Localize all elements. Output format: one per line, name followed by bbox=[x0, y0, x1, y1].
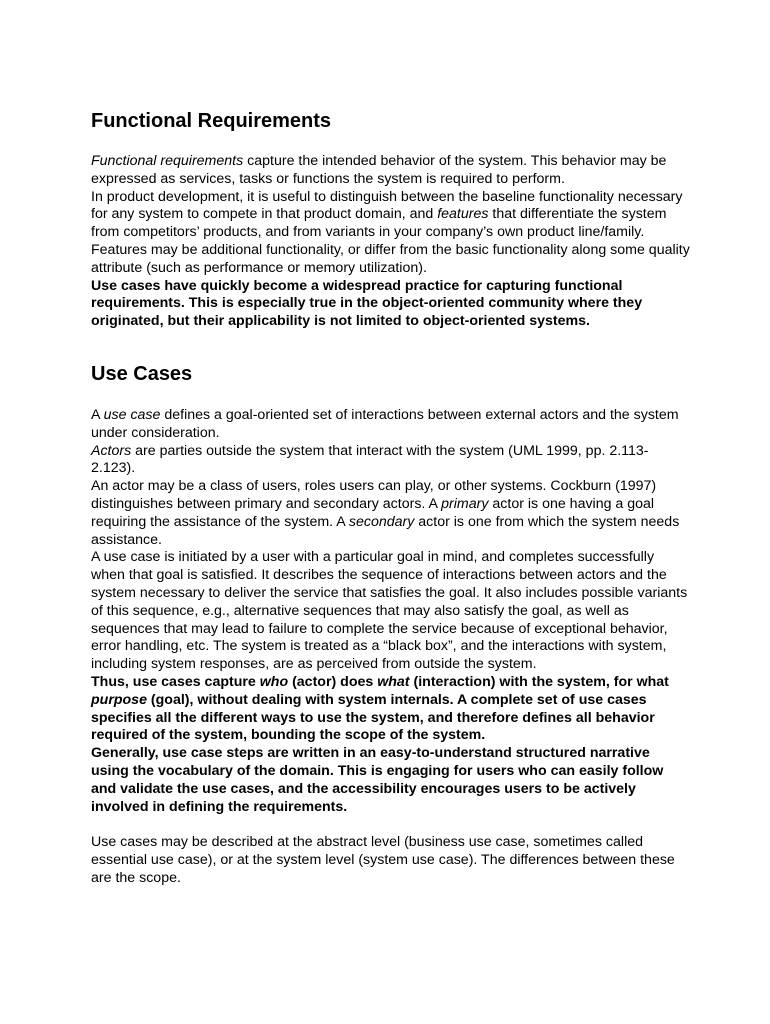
paragraph-product-development: In product development, it is useful to distinguish between the baseline functionality necessary for any system to compete in that product domain, and features that differentiate the system from competitors’ products, and from variants in your company’s own product line/family. Features may be additional functionality, or differ from the basic functionality along some quality attribute (such as performance or memory utilization). bbox=[91, 188, 690, 276]
term-functional-requirements: Functional requirements bbox=[91, 153, 244, 169]
paragraph-use-case-practice: Use cases have quickly become a widespread practice for capturing functional requirements. This is especially true in the object-oriented community where they originated, but their applicability is not limited to object-oriented systems. bbox=[91, 277, 643, 330]
term-purpose: purpose bbox=[91, 691, 147, 708]
heading-use-cases: Use Cases bbox=[91, 362, 193, 385]
term-features: features bbox=[437, 206, 489, 223]
paragraph-use-case-definition: A use case defines a goal-oriented set of interactions between external actors and the system under consideration. bbox=[91, 406, 679, 441]
paragraph-functional-definition: Functional requirements capture the intended behavior of the system. This behavior may be expressed as services, tasks or functions the system is required to perform. bbox=[91, 153, 667, 187]
term-actors: Actors bbox=[91, 442, 132, 459]
term-what: what bbox=[377, 673, 410, 690]
document-content bbox=[91, 108, 691, 887]
term-who: who bbox=[259, 673, 289, 690]
paragraph-actors: Actors are parties outside the system that interact with the system (UML 1999, pp. 2.113- 2.123). bbox=[91, 442, 649, 477]
paragraph-who-what-purpose: Thus, use cases capture who (actor) does what (interaction) with the system, for what purpose (goal), without dealing with system internals. A complete set of use cases specifies all the different ways to use the system, and therefore defines all behavior required of the system, bounding the scope of the system. bbox=[91, 673, 669, 744]
paragraph-actor-types: An actor may be a class of users, roles users can play, or other systems. Cockburn (1997) distinguishes between primary and secondary actors. A primary actor is one having a goal requiring the assistance of the system. A secondary actor is one from which the system needs assistance. bbox=[91, 478, 680, 548]
heading-functional-requirements: Functional Requirements bbox=[91, 110, 332, 132]
paragraph-structured-narrative: Generally, use case steps are written in an easy-to-understand structured narrative using the vocabulary of the domain. This is engaging for users who can easily follow and validate the use cases, and the accessibility encourages users to be actively involved in defining the requirements. bbox=[91, 745, 664, 815]
term-primary: primary bbox=[441, 495, 489, 512]
term-secondary: secondary bbox=[348, 513, 415, 530]
paragraph-abstract-level: Use cases may be described at the abstract level (business use case, sometimes called essential use case), or at the system level (system use case). The differences between these are the scope. bbox=[91, 834, 675, 886]
term-use-case: use case bbox=[103, 406, 161, 423]
paragraph-use-case-initiation: A use case is initiated by a user with a particular goal in mind, and completes successfully when that goal is satisfied. It describes the sequence of interactions between actors and the system necessary to deliver the service that satisfies the goal. It also includes possible variants of this sequence, e.g., alternative sequences that may also satisfy the goal, as well as sequences that may lead to failure to complete the service because of exceptional behavior, error handling, etc. The system is treated as a “black box”, and the interactions with system, including system responses, are as perceived from outside the system. bbox=[91, 549, 688, 673]
